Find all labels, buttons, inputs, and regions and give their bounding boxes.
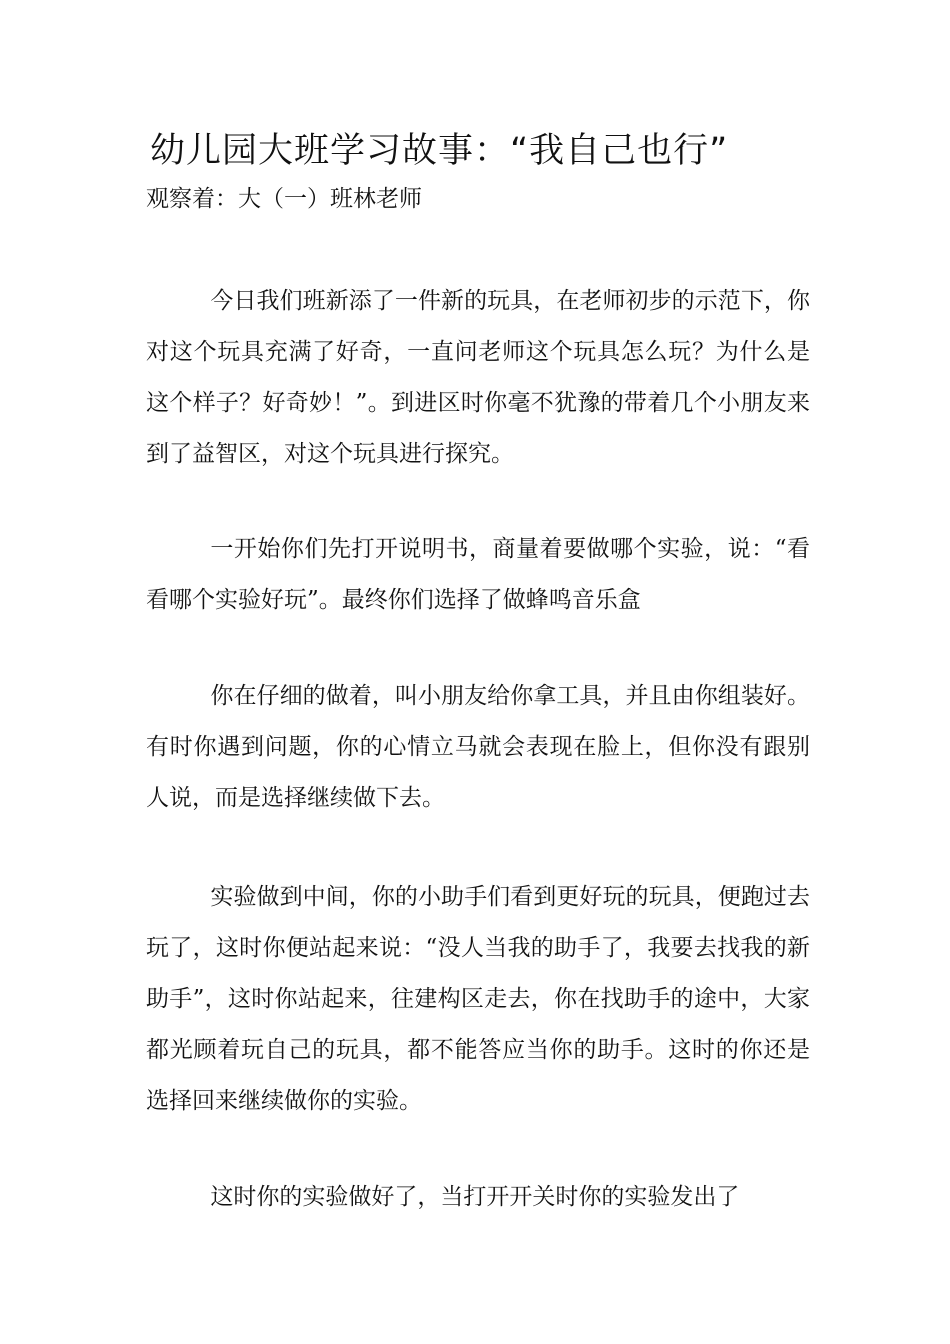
paragraph-1-block — [146, 276, 810, 480]
paragraph: 你在仔细的做着，叫小朋友给你拿工具，并且由你组装好。有时你遇到问题，你的心情立马就会表现在脸上，但你没有跟别人说，而是选择继续做下去。 — [146, 683, 810, 811]
paragraph-2-block — [146, 524, 810, 626]
paragraph: 一开始你们先打开说明书，商量着要做哪个实验，说：“看看哪个实验好玩”。最终你们选择了做蜂鸣音乐盒 — [146, 536, 810, 613]
document-title: 幼儿园大班学习故事：“我自己也行” — [150, 131, 729, 171]
paragraph: 实验做到中间，你的小助手们看到更好玩的玩具，便跑过去玩了，这时你便站起来说：“没人当我的助手了，我要去找我的新助手”，这时你站起来，往建构区走去，你在找助手的途中，大家都光顾着玩自己的玩具，都不能答应当你的助手。这时的你还是选择回来继续做你的实验。 — [146, 884, 810, 1114]
paragraph-5-block — [146, 1172, 810, 1223]
paragraph-3-block — [146, 671, 810, 824]
observer-line: 观察着：大（一）班林老师 — [146, 186, 422, 212]
paragraph-4-block — [146, 872, 810, 1127]
paragraph: 这时你的实验做好了，当打开开关时你的实验发出了 — [210, 1184, 740, 1210]
paragraph: 今日我们班新添了一件新的玩具，在老师初步的示范下，你对这个玩具充满了好奇，一直问老师这个玩具怎么玩？为什么是这个样子？好奇妙！”。到进区时你毫不犹豫的带着几个小朋友来到了益智区，对这个玩具进行探究。 — [146, 288, 810, 467]
